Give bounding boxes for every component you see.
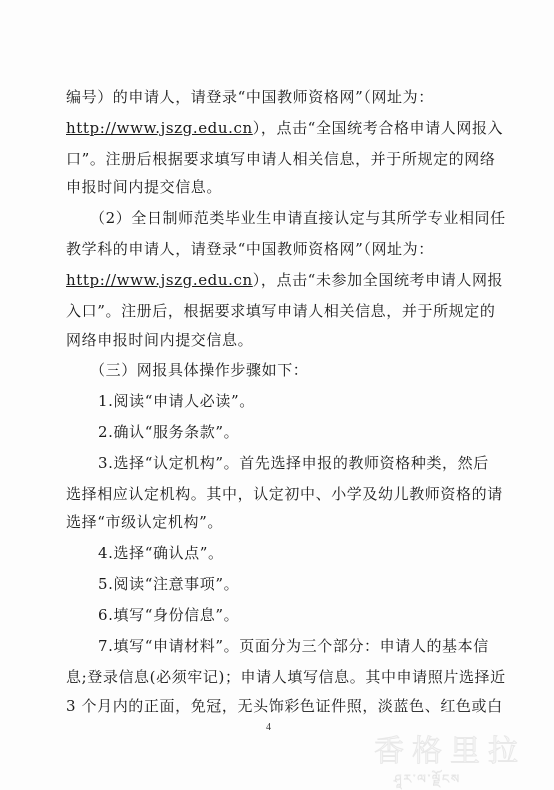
text-line: 教学科的申请人，请登录“中国教师资格网”（网址为：: [66, 240, 434, 258]
step-item: 7.填写“申请材料”。页面分为三个部分：申请人的基本信: [98, 637, 489, 655]
step-item: 3.选择“认定机构”。首先选择申报的教师资格种类，然后: [98, 454, 489, 472]
text-line: 选择“市级认定机构”。: [66, 513, 223, 531]
page-number: 4: [266, 722, 271, 733]
step-item: 2.确认“服务条款”。: [98, 423, 240, 441]
text-fragment: ），点击“全国统考合格申请人网报入: [252, 119, 504, 137]
text-line: 编号）的申请人，请登录“中国教师资格网”（网址为：: [66, 88, 434, 106]
text-line: 申报时间内提交信息。: [66, 178, 223, 196]
text-line: [66, 117, 503, 138]
watermark-logo: [374, 726, 546, 786]
text-line: 口”。注册后根据要求填写申请人相关信息，并于所规定的网络: [66, 150, 496, 168]
step-item: 4.选择“确认点”。: [98, 544, 224, 562]
text-line: 息;登录信息(必须牢记)；申请人填写信息。其中申请照片选择近: [66, 668, 506, 686]
text-line: 3 个月内的正面，免冠，无头饰彩色证件照，淡蓝色、红色或白: [66, 697, 503, 715]
step-item: 5.阅读“注意事项”。: [98, 575, 240, 593]
text-line: 网络申报时间内提交信息。: [66, 331, 254, 349]
text-fragment: ），点击“未参加全国统考申请人网报: [252, 271, 504, 289]
text-line: 入口”。注册后，根据要求填写申请人相关信息，并于所规定的: [66, 302, 496, 320]
step-item: 6.填写“身份信息”。: [98, 606, 240, 624]
website-link[interactable]: http://www.jszg.edu.cn: [66, 271, 253, 289]
step-item: 1.阅读“申请人必读”。: [98, 392, 255, 410]
watermark-text: 香格里拉: [374, 734, 526, 769]
text-line: 选择相应认定机构。其中，认定初中、小学及幼儿教师资格的请: [66, 485, 503, 503]
watermark-subtext: ཤཱར་ལ་ལྗོངས: [394, 772, 462, 786]
text-line: （2）全日制师范类毕业生申请直接认定与其所学专业相同任: [90, 209, 506, 227]
text-line: [66, 269, 503, 290]
section-heading: （三）网报具体操作步骤如下：: [90, 361, 309, 379]
website-link[interactable]: http://www.jszg.edu.cn: [66, 119, 253, 137]
